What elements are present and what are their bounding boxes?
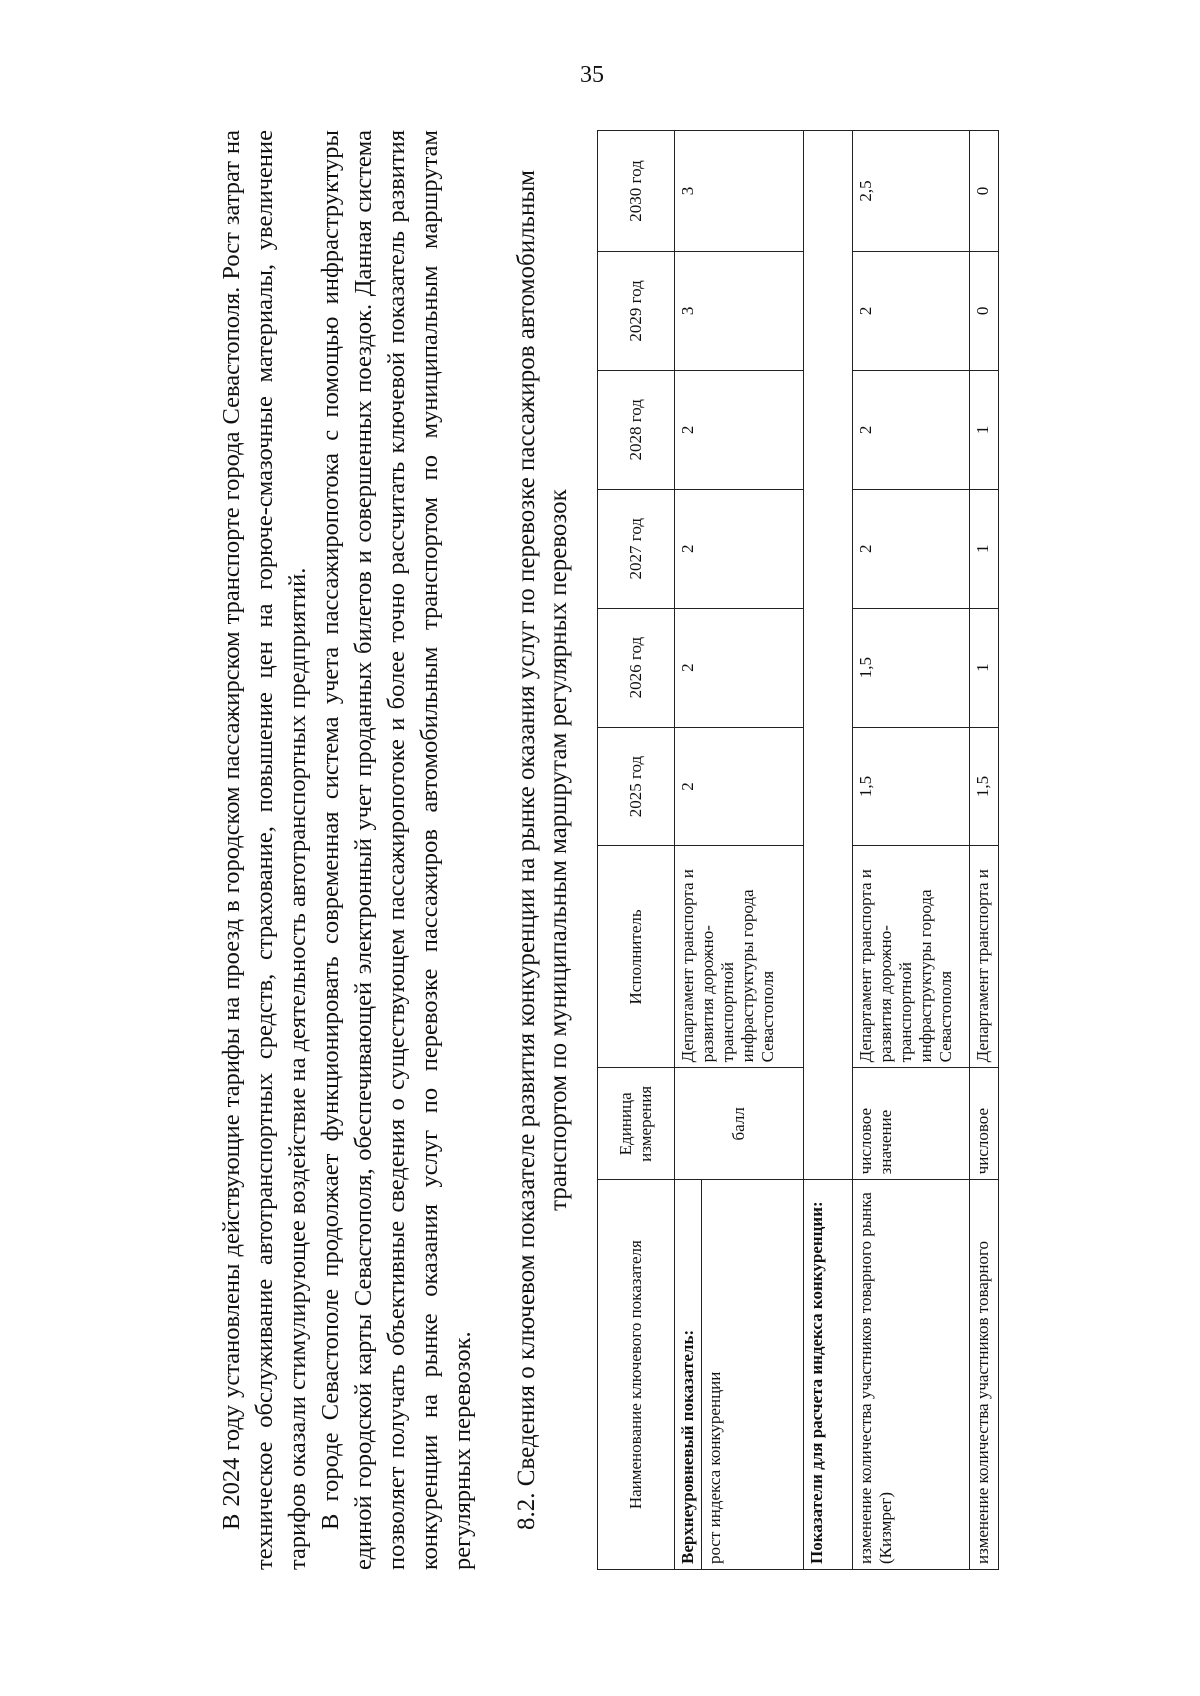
table-row: [675, 131, 702, 1570]
header-2025: 2025 год: [598, 727, 675, 846]
rotated-page-content: [215, 130, 1095, 1570]
cell-executor: Департамент транспорта и: [970, 846, 999, 1068]
table-header-row: [598, 131, 675, 1570]
cell-value: 2: [853, 489, 970, 608]
header-name: Наименование ключевого показателя: [598, 1180, 675, 1570]
cell-value: 0: [970, 131, 999, 252]
cell-unit: числовое значение: [853, 1068, 970, 1180]
header-2029: 2029 год: [598, 251, 675, 370]
header-2026: 2026 год: [598, 608, 675, 727]
table-row: [853, 131, 970, 1570]
group-empty-cell: [804, 131, 853, 1180]
cell-value: 2: [675, 489, 804, 608]
indicator-table: [597, 130, 999, 1570]
cell-value: 2: [675, 727, 804, 846]
header-2030: 2030 год: [598, 131, 675, 252]
group-title-calculation: Показатели для расчета индекса конкуренции:: [804, 1180, 853, 1570]
cell-value: 2: [675, 608, 804, 727]
cell-value: 1: [970, 608, 999, 727]
cell-executor: Департамент транспорта и развития дорожно-транспортной инфраструктуры города Севастополя: [853, 846, 970, 1068]
cell-value: 3: [675, 251, 804, 370]
cell-value: 3: [675, 131, 804, 252]
cell-indicator-name: рост индекса конкуренции: [702, 1180, 804, 1570]
paragraph-2-text: В городе Севастополе продолжает функционировать современная система учета пассажиропотока с помощью инфраструктуры единой городской карты Севастополя, обеспечивающей электронный учет проданных билетов и совершенных поездок. Данная система позволяет получать объективные сведения о существующем пассажиропотоке и более точно рассчитать ключевой показатель развития конкуренции на рынке оказания услуг по перевозке пассажиров автомобильным транспортом по муниципальным маршрутам регулярных перевозок.: [317, 130, 476, 1570]
section-title: 8.2. Сведения о ключевом показателе развития конкуренции на рынке оказания услуг по перевозке пассажиров автомобильным транспортом по муниципальным маршрутам регулярных перевозок: [513, 170, 572, 1530]
cell-value: 1: [970, 489, 999, 608]
cell-value: 2: [675, 370, 804, 489]
table-row: [970, 131, 999, 1570]
cell-indicator-name: изменение количества участников товарного: [970, 1180, 999, 1570]
cell-value: 1: [970, 370, 999, 489]
group-title-top-level: Верхнеуровневый показатель:: [675, 1180, 702, 1570]
header-executor: Исполнитель: [598, 846, 675, 1068]
header-unit: Единица измерения: [598, 1068, 675, 1180]
cell-indicator-name: изменение количества участников товарного рынка (Кизмрег): [853, 1180, 970, 1570]
paragraph-1: [215, 130, 314, 1570]
page-number: 35: [580, 62, 604, 88]
header-2028: 2028 год: [598, 370, 675, 489]
header-2027: 2027 год: [598, 489, 675, 608]
cell-value: 1,5: [853, 727, 970, 846]
table-row: [804, 131, 853, 1570]
cell-unit: балл: [675, 1068, 804, 1180]
paragraph-1-text: В 2024 году установлены действующие тарифы на проезд в городском пассажирском транспорте города Севастополя. Рост затрат на техническое обслуживание автотранспортных средств, страхование, повышение цен на горюче-смазочные материалы, увеличение тарифов оказали стимулирующее воздействие на деятельность автотранспортных предприятий.: [218, 130, 311, 1570]
paragraph-2: [314, 130, 479, 1570]
cell-value: 2: [853, 370, 970, 489]
cell-executor: Департамент транспорта и развития дорожно-транспортной инфраструктуры города Севастополя: [675, 846, 804, 1068]
cell-value: 2,5: [853, 131, 970, 252]
cell-value: 0: [970, 251, 999, 370]
cell-value: 2: [853, 251, 970, 370]
cell-value: 1,5: [970, 727, 999, 846]
cell-unit: числовое: [970, 1068, 999, 1180]
cell-value: 1,5: [853, 608, 970, 727]
